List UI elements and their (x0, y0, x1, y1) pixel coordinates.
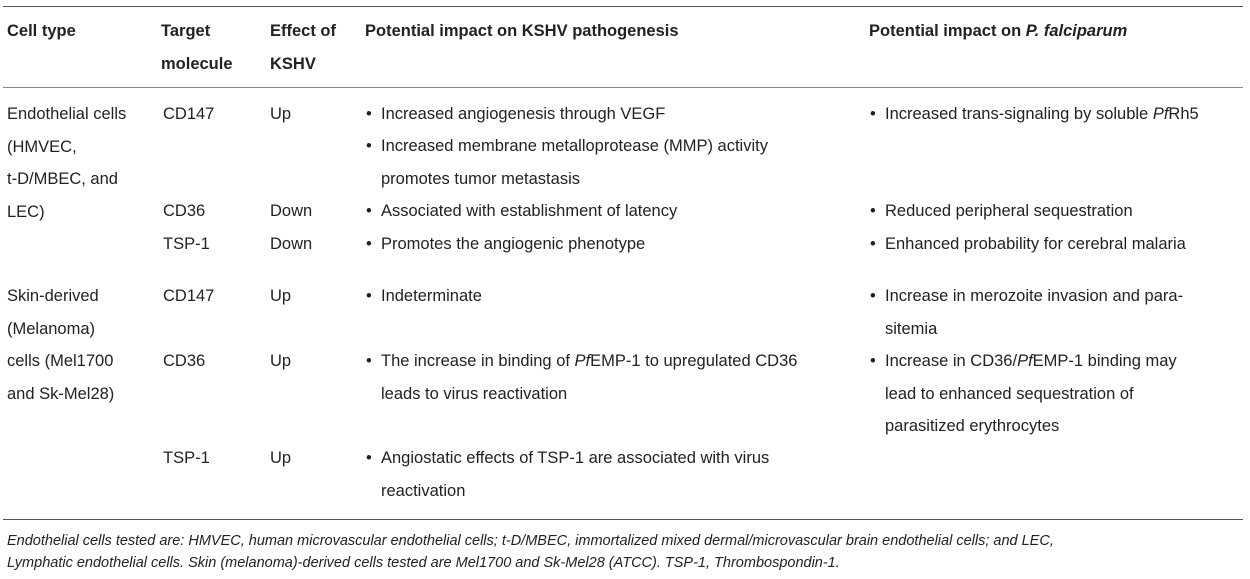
g1-tsp1-pf-bullet (869, 228, 1186, 261)
g1-cd147-effect: Up (270, 105, 292, 123)
header-impact-kshv: Potential impact on KSHV pathogenesis (365, 22, 679, 40)
header-impact-pf-species: P. falciparum (1025, 22, 1128, 40)
g2-cd147-target: CD147 (163, 287, 215, 305)
bullet-icon: • (870, 352, 876, 370)
bullet-text: Angiostatic effects of TSP-1 are associated with virus (381, 449, 770, 467)
bullet-icon: • (870, 235, 876, 253)
group1-cell-type (7, 98, 126, 228)
pf-species-abbrev: Pf (1017, 352, 1033, 370)
bullet-text: lead to enhanced sequestration of (885, 384, 1134, 403)
bullet-icon: • (366, 287, 372, 305)
bullet-text: sitemia (885, 319, 938, 338)
g1-cd147-kshv-bullet-1 (365, 98, 665, 131)
g2-tsp1-effect: Up (270, 449, 292, 467)
g1-cd36-kshv-bullet (365, 195, 677, 228)
group1-cell-line: (HMVEC, (7, 137, 77, 156)
header-target-molecule (161, 15, 233, 80)
bullet-text: Enhanced probability for cerebral malaria (885, 235, 1186, 253)
header-rule (3, 87, 1243, 88)
bullet-text: The increase in binding of (381, 352, 575, 370)
g2-cd147-pf-bullet (869, 280, 1183, 345)
bullet-text: reactivation (381, 481, 466, 500)
bullet-text: Indeterminate (381, 287, 482, 305)
group2-cell-line: Skin-derived (7, 287, 99, 305)
bullet-text: Associated with establishment of latency (381, 202, 678, 220)
table-footnote (7, 530, 1245, 574)
group2-cell-type (7, 280, 114, 410)
g2-cd147-effect: Up (270, 287, 292, 305)
g1-tsp1-target: TSP-1 (163, 235, 210, 253)
bullet-text: Increase in merozoite invasion and para- (885, 287, 1184, 305)
bullet-icon: • (870, 287, 876, 305)
header-target-line2: molecule (161, 54, 233, 73)
group2-cell-line: and Sk-Mel28) (7, 384, 115, 403)
bullet-text: Reduced peripheral sequestration (885, 202, 1133, 220)
header-cell-type: Cell type (7, 22, 76, 40)
bullet-icon: • (366, 352, 372, 370)
g2-cd36-effect: Up (270, 352, 292, 370)
header-effect-line2: KSHV (270, 54, 316, 73)
header-target-line1: Target (161, 22, 211, 40)
g2-tsp1-target: TSP-1 (163, 449, 210, 467)
bullet-text: parasitized erythrocytes (885, 417, 1060, 435)
bullet-text: leads to virus reactivation (381, 384, 568, 403)
g1-cd147-pf-bullet (869, 98, 1199, 131)
g1-tsp1-kshv-bullet (365, 228, 645, 261)
group1-cell-line: LEC) (7, 202, 45, 221)
g1-cd147-target: CD147 (163, 105, 215, 123)
header-effect-line1: Effect of (270, 22, 336, 40)
g1-cd36-effect: Down (270, 202, 313, 220)
g1-tsp1-effect: Down (270, 235, 313, 253)
footnote-line: Endothelial cells tested are: HMVEC, human microvascular endothelial cells; t-D/MBEC, immortalized mixed dermal/microvascular brain endothelial cells; and LEC, (7, 533, 1054, 549)
group1-cell-line: Endothelial cells (7, 105, 127, 123)
table-top-rule (3, 6, 1243, 7)
g2-cd36-kshv-bullet (365, 345, 797, 410)
group2-cell-line: cells (Mel1700 (7, 352, 114, 370)
g2-cd36-pf-bullet (869, 345, 1235, 443)
bullet-text: promotes tumor metastasis (381, 169, 580, 188)
bullet-icon: • (366, 235, 372, 253)
bullet-icon: • (870, 202, 876, 220)
header-impact-pf (869, 15, 1127, 48)
bullet-icon: • (870, 105, 876, 123)
bullet-icon: • (366, 105, 372, 123)
bullet-text: Rh5 (1168, 105, 1199, 123)
bullet-text: EMP-1 to upregulated CD36 (590, 352, 798, 370)
pf-species-abbrev: Pf (1152, 105, 1169, 123)
bullet-text: Increased membrane metalloprotease (MMP) activity (381, 137, 768, 155)
bullet-icon: • (366, 449, 372, 467)
bullet-text: Increased angiogenesis through VEGF (381, 105, 666, 123)
g1-cd36-pf-bullet (869, 195, 1133, 228)
bullet-icon: • (366, 137, 372, 155)
bullet-text: Increase in CD36/ (885, 352, 1018, 370)
g2-cd36-target: CD36 (163, 352, 206, 370)
header-effect-of-kshv (270, 15, 336, 80)
group2-cell-line: (Melanoma) (7, 319, 96, 338)
table-bottom-rule (3, 519, 1243, 520)
footnote-line: Lymphatic endothelial cells. Skin (melanoma)-derived cells tested are Mel1700 and Sk-Mel28 (ATCC). TSP-1, Thrombospondin-1. (7, 555, 840, 571)
g2-tsp1-kshv-bullet (365, 442, 769, 507)
bullet-text: EMP-1 binding may (1032, 352, 1177, 370)
bullet-icon: • (366, 202, 372, 220)
g2-cd147-kshv-bullet (365, 280, 482, 313)
header-impact-pf-prefix: Potential impact on (869, 22, 1026, 40)
g1-cd36-target: CD36 (163, 202, 206, 220)
bullet-text: Increased trans-signaling by soluble (885, 105, 1153, 123)
group1-cell-line: t-D/MBEC, and (7, 170, 118, 188)
pf-species-abbrev: Pf (574, 352, 591, 370)
bullet-text: Promotes the angiogenic phenotype (381, 235, 646, 253)
g1-cd147-kshv-bullet-2 (365, 130, 768, 195)
